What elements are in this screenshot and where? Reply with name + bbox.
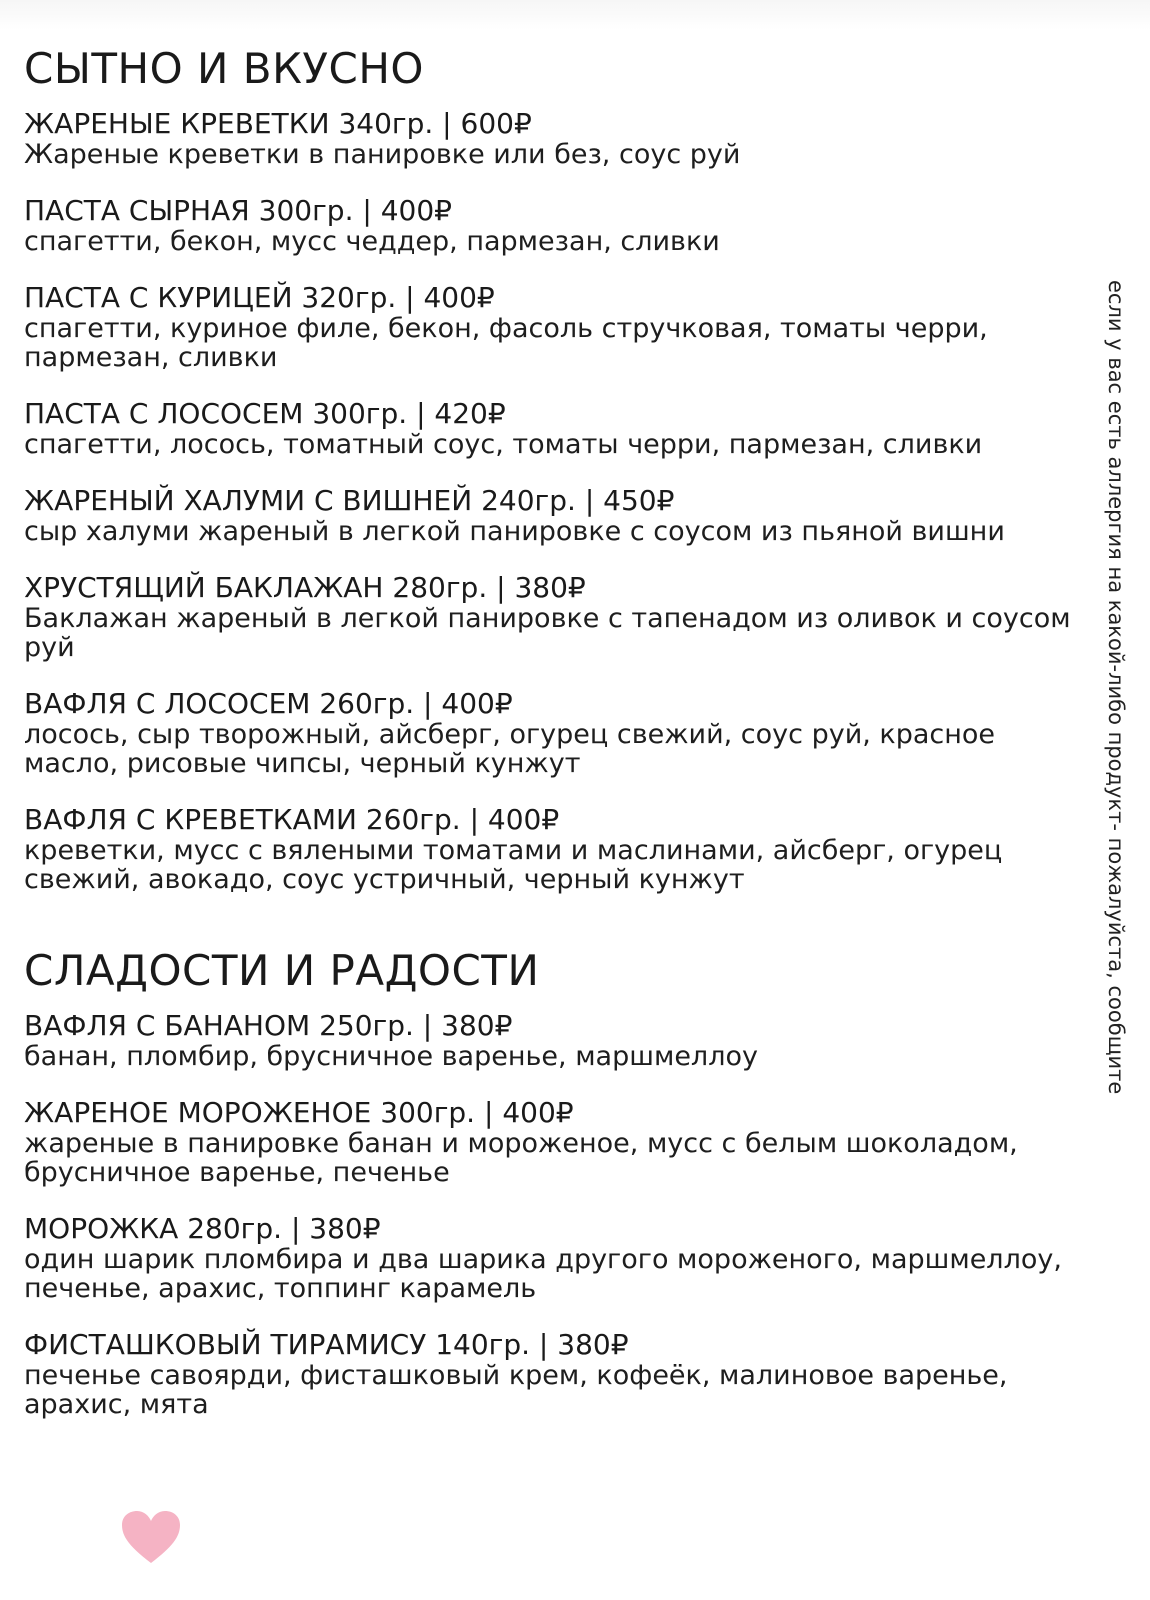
menu-item-header: ЖАРЕНОЕ МОРОЖЕНОЕ 300гр. | 400₽ xyxy=(24,1096,574,1129)
menu-item xyxy=(24,1010,1084,1071)
menu-item-description: спагетти, бекон, мусс чеддер, пармезан, сливки xyxy=(24,226,720,257)
menu-item-price: 400₽ xyxy=(487,803,560,836)
menu-item-name: МОРОЖКА xyxy=(24,1212,179,1245)
menu-item-description: Жареные креветки в панировке или без, соус руй xyxy=(24,139,741,170)
menu-item-price: 380₽ xyxy=(514,571,586,604)
menu-item-price: 400₽ xyxy=(423,281,495,314)
menu-item-header: ВАФЛЯ С ЛОСОСЕМ 260гр. | 400₽ xyxy=(24,687,513,720)
menu-item-description: спагетти, куриное филе, бекон, фасоль стручковая, томаты черри, пармезан, сливки xyxy=(24,313,988,373)
heart-shape xyxy=(122,1511,180,1563)
menu-item-description: сыр халуми жареный в легкой панировке с соусом из пьяной вишни xyxy=(24,516,1005,547)
menu-item xyxy=(24,485,1084,546)
menu-item-name: ПАСТА СЫРНАЯ xyxy=(24,194,250,227)
menu-item-weight: 260гр. xyxy=(319,687,415,720)
section-items xyxy=(24,108,1084,894)
menu-item-weight: 140гр. xyxy=(435,1328,531,1361)
menu-item-header: ФИСТАШКОВЫЙ ТИРАМИСУ 140гр. | 380₽ xyxy=(24,1328,629,1361)
menu-item-header: ВАФЛЯ С БАНАНОМ 250гр. | 380₽ xyxy=(24,1009,513,1042)
menu-item-price: 450₽ xyxy=(603,484,675,517)
menu-item-price: 400₽ xyxy=(380,194,452,227)
menu-item xyxy=(24,804,1084,894)
menu-item-weight: 300гр. xyxy=(258,194,354,227)
menu-item-price: 420₽ xyxy=(434,397,506,430)
section-items xyxy=(24,1010,1084,1419)
menu-item-price: 400₽ xyxy=(502,1096,574,1129)
menu-item-weight: 340гр. xyxy=(338,107,434,140)
menu-item-description: лосось, сыр творожный, айсберг, огурец свежий, соус руй, красное масло, рисовые чипсы, черный кунжут xyxy=(24,719,996,779)
section-title: СЛАДОСТИ И РАДОСТИ xyxy=(24,946,540,995)
menu-item-header: ПАСТА С ЛОСОСЕМ 300гр. | 420₽ xyxy=(24,397,506,430)
menu-item-name: ХРУСТЯЩИЙ БАКЛАЖАН xyxy=(24,571,384,604)
menu-item-weight: 240гр. xyxy=(481,484,576,517)
menu-item-header: ПАСТА СЫРНАЯ 300гр. | 400₽ xyxy=(24,194,452,227)
menu-item-price: 600₽ xyxy=(460,107,532,140)
menu-content xyxy=(24,40,1084,1445)
menu-item-weight: 300гр. xyxy=(312,397,408,430)
allergy-note: если у вас есть аллергия на какой-либо продукт- пожалуйста, сообщите xyxy=(1104,280,1128,1095)
menu-item xyxy=(24,195,1084,256)
menu-item-price: 380₽ xyxy=(441,1009,513,1042)
menu-item-name: ПАСТА С ЛОСОСЕМ xyxy=(24,397,304,430)
menu-item-description: креветки, мусс с вялеными томатами и маслинами, айсберг, огурец свежий, авокадо, соус устричный, черный кунжут xyxy=(24,835,1003,895)
menu-item-weight: 280гр. xyxy=(392,571,488,604)
menu-item-description: спагетти, лосось, томатный соус, томаты черри, пармезан, сливки xyxy=(24,429,983,460)
menu-item-name: ЖАРЕНЫЕ КРЕВЕТКИ xyxy=(24,107,330,140)
menu-item xyxy=(24,282,1084,372)
section-hearty xyxy=(24,40,1084,894)
menu-item-price: 380₽ xyxy=(309,1212,381,1245)
menu-item-name: ФИСТАШКОВЫЙ ТИРАМИСУ xyxy=(24,1328,427,1361)
menu-item-name: ЖАРЕНОЕ МОРОЖЕНОЕ xyxy=(24,1096,372,1129)
menu-item-weight: 250гр. xyxy=(319,1009,414,1042)
menu-item-description: печенье савоярди, фисташковый крем, кофеёк, малиновое варенье, арахис, мята xyxy=(24,1360,1008,1420)
menu-item-name: ЖАРЕНЫЙ ХАЛУМИ С ВИШНЕЙ xyxy=(24,484,473,517)
menu-item-name: ВАФЛЯ С ЛОСОСЕМ xyxy=(24,687,311,720)
menu-item-header: ЖАРЕНЫЕ КРЕВЕТКИ 340гр. | 600₽ xyxy=(24,107,532,140)
menu-item-header: ЖАРЕНЫЙ ХАЛУМИ С ВИШНЕЙ 240гр. | 450₽ xyxy=(24,484,675,517)
menu-item-name: ВАФЛЯ С КРЕВЕТКАМИ xyxy=(24,803,357,836)
menu-item-header: ХРУСТЯЩИЙ БАКЛАЖАН 280гр. | 380₽ xyxy=(24,571,586,604)
menu-item xyxy=(24,108,1084,169)
menu-item-name: ВАФЛЯ С БАНАНОМ xyxy=(24,1009,311,1042)
menu-item xyxy=(24,1213,1084,1303)
menu-item-weight: 300гр. xyxy=(380,1096,476,1129)
menu-item-header: ВАФЛЯ С КРЕВЕТКАМИ 260гр. | 400₽ xyxy=(24,803,560,836)
menu-item-price: 380₽ xyxy=(557,1328,629,1361)
menu-item xyxy=(24,1097,1084,1187)
menu-item-name: ПАСТА С КУРИЦЕЙ xyxy=(24,281,293,314)
menu-item-weight: 280гр. xyxy=(187,1212,283,1245)
menu-item-price: 400₽ xyxy=(441,687,513,720)
menu-item xyxy=(24,398,1084,459)
section-sweets xyxy=(24,942,1084,1419)
section-title: СЫТНО И ВКУСНО xyxy=(24,44,424,93)
menu-item-description: жареные в панировке банан и мороженое, мусс с белым шоколадом, брусничное варенье, печенье xyxy=(24,1128,1018,1188)
menu-item-description: один шарик пломбира и два шарика другого мороженого, маршмеллоу, печенье, арахис, топпинг карамель xyxy=(24,1244,1062,1304)
menu-item-weight: 260гр. xyxy=(365,803,461,836)
menu-item xyxy=(24,688,1084,778)
menu-item xyxy=(24,1329,1084,1419)
menu-item-header: МОРОЖКА 280гр. | 380₽ xyxy=(24,1212,381,1245)
heart-icon xyxy=(122,1511,180,1565)
menu-item-weight: 320гр. xyxy=(301,281,397,314)
menu-item-description: банан, пломбир, брусничное варенье, маршмеллоу xyxy=(24,1041,758,1072)
menu-item-header: ПАСТА С КУРИЦЕЙ 320гр. | 400₽ xyxy=(24,281,495,314)
menu-item-description: Баклажан жареный в легкой панировке с тапенадом из оливок и соусом руй xyxy=(24,603,1071,663)
menu-item xyxy=(24,572,1084,662)
